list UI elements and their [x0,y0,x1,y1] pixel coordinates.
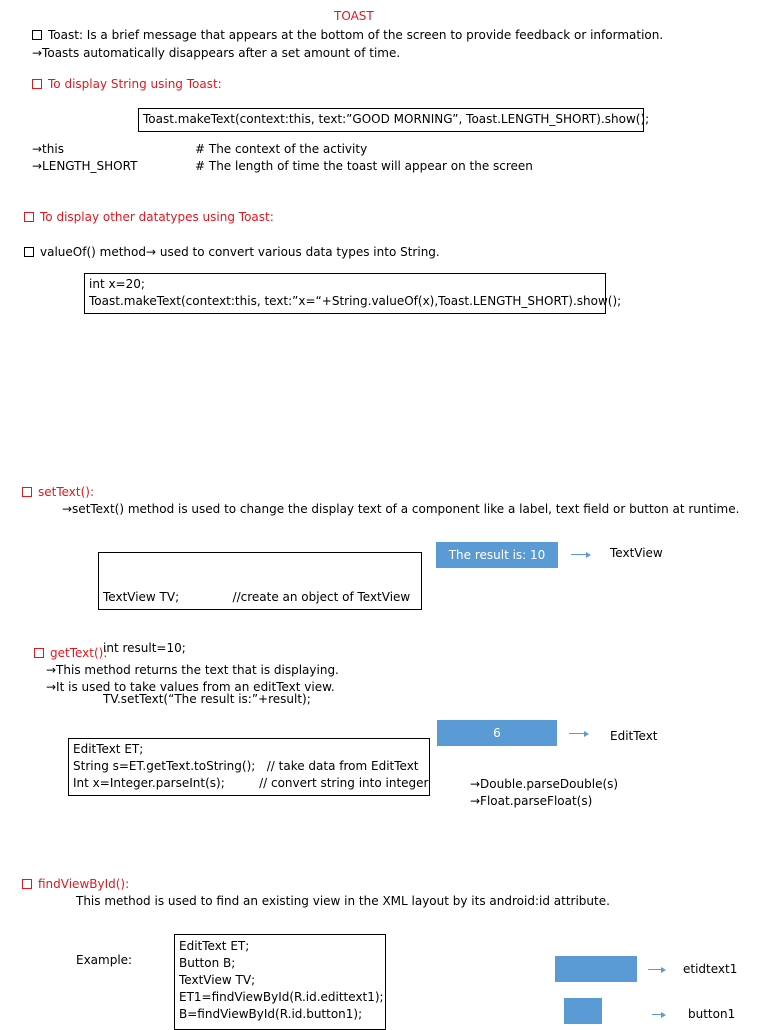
checkbox-bullet-icon [32,30,42,40]
code-box-string [138,108,650,132]
section-heading-settext: setText(): [22,484,94,501]
findview-desc: This method is used to find an existing view in the XML layout by its android:id attribute. [76,894,610,908]
code-line: TextView TV; [179,973,256,987]
textview-preview: The result is: 10 [436,542,558,568]
parse-double: →Double.parseDouble(s) [470,777,619,791]
arrow-right-icon [648,963,666,975]
code-line: String s=ET.getText.toString(); // take data from EditText [73,759,419,773]
param-name: →this [32,142,64,156]
checkbox-bullet-icon [24,212,34,222]
textview-label: TextView [610,546,663,560]
arrow-right-icon [569,727,589,739]
section-heading-other: To display other datatypes using Toast: [24,209,274,226]
code-line: EditText ET; [73,742,144,756]
valueof-note: valueOf() method→ used to convert various data types into String. [24,244,440,261]
code-line: B=findViewById(R.id.button1); [179,1007,363,1021]
checkbox-bullet-icon [22,487,32,497]
param-desc: # The length of time the toast will appear on the screen [195,159,533,173]
button1-label: button1 [688,1007,736,1021]
code-line: TextView TV; //create an object of TextView [103,590,411,604]
intro-line-1: Toast: Is a brief message that appears at the bottom of the screen to provide feedback or information. [32,27,663,44]
edittext-preview: 6 [437,720,557,746]
arrow-right-icon [652,1008,666,1020]
example-label: Example: [76,953,133,967]
code-box-gettext [68,738,430,796]
param-desc: # The context of the activity [195,142,368,156]
page-title: TOAST [334,9,374,23]
checkbox-bullet-icon [22,879,32,889]
code-line: Toast.makeText(context:this, text:”GOOD MORNING”, Toast.LENGTH_SHORT).show(); [143,112,650,126]
code-line: int x=20; [89,277,145,291]
etidtext1-label: etidtext1 [683,962,738,976]
param-name: →LENGTH_SHORT [32,159,138,173]
button-view-shape [564,998,602,1024]
code-line: EditText ET; [179,939,250,953]
edittext-view-shape [555,956,637,982]
code-line: ET1=findViewById(R.id.edittext1); [179,990,384,1004]
settext-desc: →setText() method is used to change the display text of a component like a label, text field or button at runtime. [62,502,740,516]
code-line: int result=10; [103,641,186,655]
section-heading-gettext: getText(): [34,645,107,662]
edittext-label: EditText [610,729,658,743]
checkbox-bullet-icon [24,247,34,257]
intro-line-2: →Toasts automatically disappears after a set amount of time. [32,46,401,60]
code-line: Int x=Integer.parseInt(s); // convert string into integer [73,776,429,790]
code-line: TV.setText(“The result is:”+result); [103,692,311,706]
checkbox-bullet-icon [32,79,42,89]
section-heading-findview: findViewById(): [22,876,129,893]
code-line: Button B; [179,956,236,970]
gettext-desc-2: →It is used to take values from an editText view. [46,680,335,694]
parse-float: →Float.parseFloat(s) [470,794,593,808]
code-box-valueof [84,273,622,314]
gettext-desc-1: →This method returns the text that is displaying. [46,663,339,677]
code-box-findview [174,934,386,1030]
checkbox-bullet-icon [34,648,44,658]
code-line: Toast.makeText(context:this, text:”x=“+String.valueOf(x),Toast.LENGTH_SHORT).show(); [89,294,622,308]
section-heading-string: To display String using Toast: [32,76,222,93]
arrow-right-icon [571,548,591,560]
